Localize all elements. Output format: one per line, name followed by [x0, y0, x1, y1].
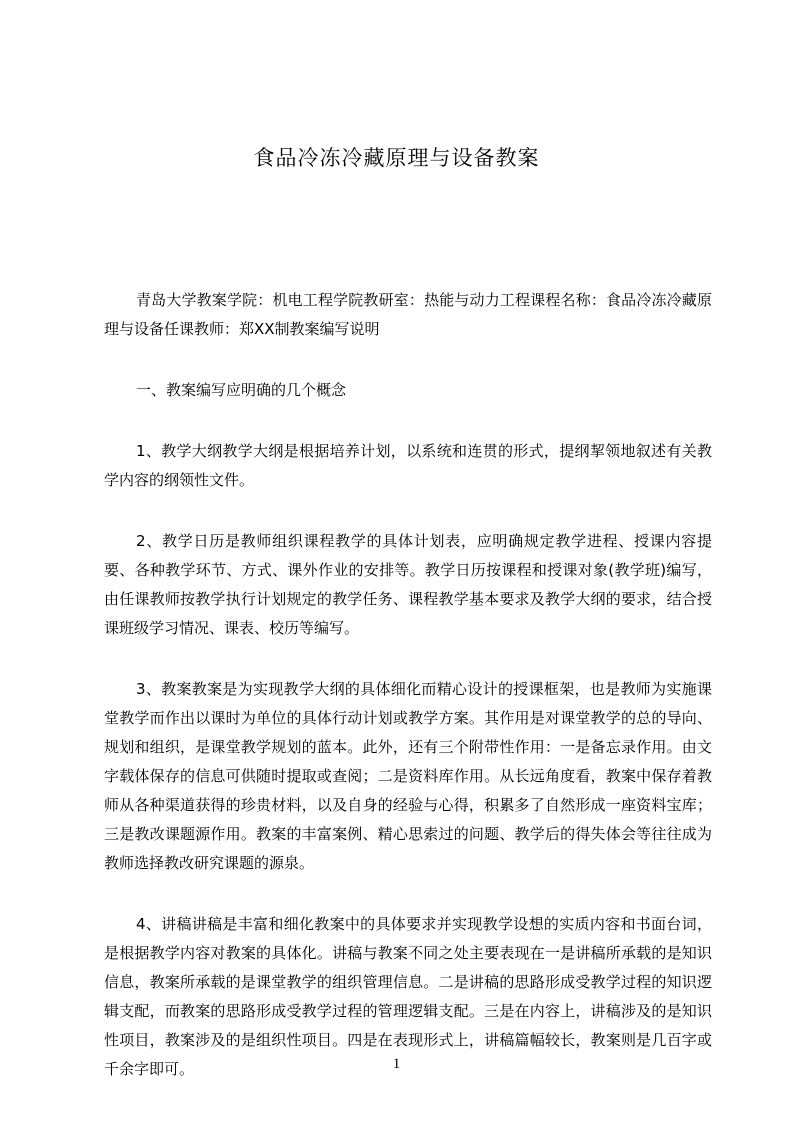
paragraph-teaching-outline: 1、教学大纲教学大纲是根据培养计划，以系统和连贯的形式，提纲挈领地叙述有关教学内容的纲领性文件。: [104, 442, 712, 489]
header-paragraph: 青岛大学教案学院：机电工程学院教研室：热能与动力工程课程名称：食品冷冻冷藏原理与设备任课教师：郑XX制教案编写说明: [104, 291, 712, 338]
paragraph-lesson-plan: 3、教案教案是为实现教学大纲的具体细化而精心设计的授课框架，也是教师为实施课堂教学而作出以课时为单位的具体行动计划或教学方案。其作用是对课堂教学的总的导向、规划和组织，是课堂教学规划的蓝本。此外，还有三个附带性作用：一是备忘录作用。由文字载体保存的信息可供随时提取或查阅；二是资料库作用。从长远角度看，教案中保存着教师从各种渠道获得的珍贵材料，以及自身的经验与心得，积累多了自然形成一座资料宝库；三是教改课题源作用。教案的丰富案例、精心思索过的问题、教学后的得失体会等往往成为教师选择教改研究课题的源泉。: [104, 680, 712, 872]
document-title: 食品冷冻冷藏原理与设备教案: [253, 146, 540, 170]
section-heading: 一、教案编写应明确的几个概念: [136, 381, 347, 399]
page-number: 1: [392, 1056, 401, 1072]
paragraph-lecture-notes: 4、讲稿讲稿是丰富和细化教案中的具体要求并实现教学设想的实质内容和书面台词，是根据教学内容对教案的具体化。讲稿与教案不同之处主要表现在一是讲稿所承载的是知识信息，教案所承载的是课堂教学的组织管理信息。二是讲稿的思路形成受教学过程的知识逻辑支配，而教案的思路形成受教学过程的管理逻辑支配。三是在内容上，讲稿涉及的是知识性项目，教案涉及的是组织性项目。四是在表现形式上，讲稿篇幅较长，教案则是几百字或千余字即可。: [104, 915, 712, 1078]
paragraph-teaching-calendar: 2、教学日历是教师组织课程教学的具体计划表，应明确规定教学进程、授课内容提要、各种教学环节、方式、课外作业的安排等。教学日历按课程和授课对象(教学班)编写，由任课教师按教学执行计划规定的教学任务、课程教学基本要求及教学大纲的要求，结合授课班级学习情况、课表、校历等编写。: [104, 532, 712, 637]
document-body: [104, 286, 712, 1116]
